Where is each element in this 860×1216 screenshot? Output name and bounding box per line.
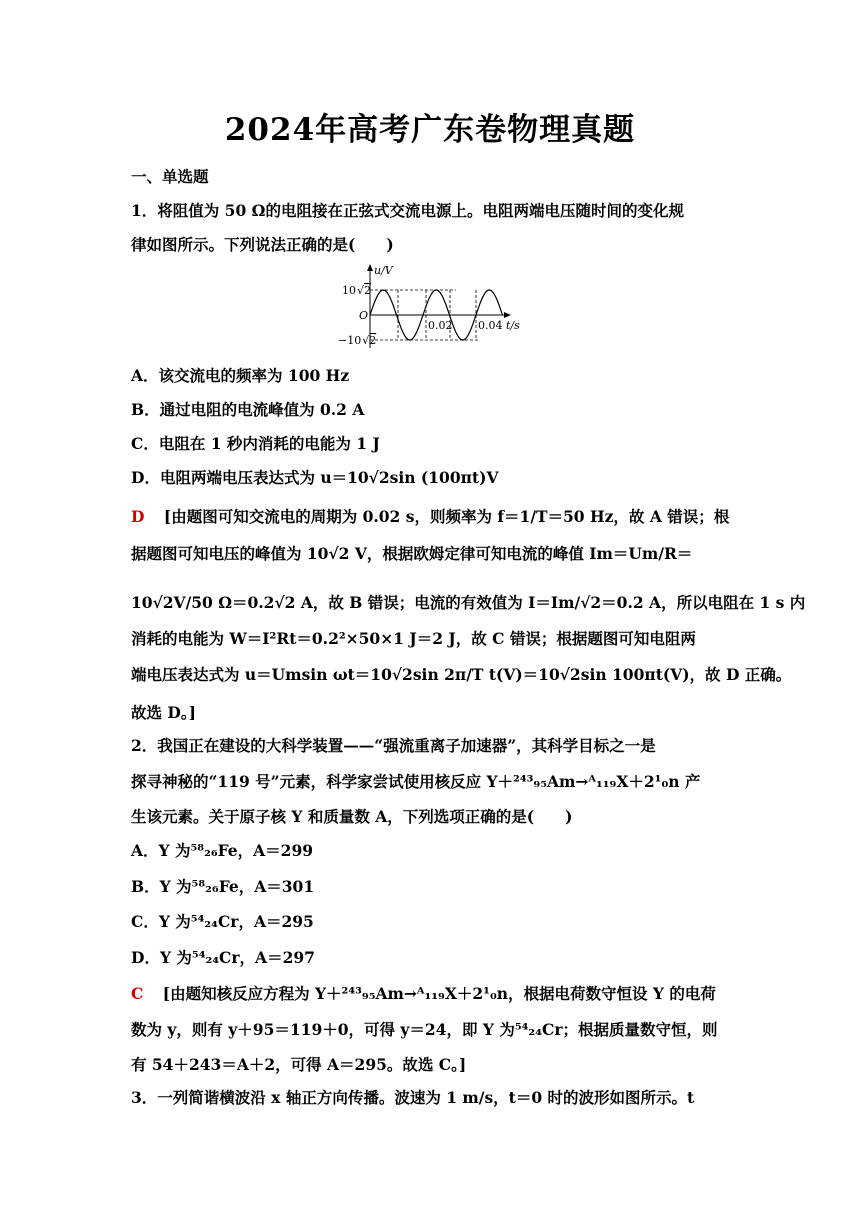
q2-stem-line1: 2．我国正在建设的大科学装置——“强流重离子加速器”，其科学目标之一是 xyxy=(131,736,656,755)
q2-option-a: A．Y 为⁵⁸₂₆Fe，A＝299 xyxy=(131,841,314,860)
q1-answer: D xyxy=(131,507,145,526)
q1-option-a: A．该交流电的频率为 100 Hz xyxy=(131,366,350,385)
section-heading: 一、单选题 xyxy=(131,167,209,186)
q1-solution-line3: 10√2V/50 Ω＝0.2√2 A，故 B 错误；电流的有效值为 I＝Im/√2＝0.2 A，所以电阻在 1 s 内 xyxy=(131,593,806,612)
x-tick-004: 0.04 xyxy=(478,319,503,332)
q3-stem-line1: 3．一列简谐横波沿 x 轴正方向传播。波速为 1 m/s，t＝0 时的波形如图所示。t xyxy=(131,1088,695,1107)
page-title: 2024年高考广东卷物理真题 xyxy=(224,112,636,148)
q2-solution-line1: C [由题知核反应方程为 Y＋²⁴³₉₅Am→ᴬ₁₁₉X＋2¹₀n，根据电荷数守恒设 Y 的电荷 xyxy=(131,984,716,1003)
q1-solution-line6: 故选 D。] xyxy=(131,703,196,722)
q1-solution-line4: 消耗的电能为 W＝I²Rt＝0.2²×50×1 J＝2 J，故 C 错误；根据题图可知电阻两 xyxy=(131,629,696,648)
q1-solution-line1: D [由题图可知交流电的周期为 0.02 s，则频率为 f＝1/T＝50 Hz，故 A 错误；根 xyxy=(131,507,730,526)
q2-solution-line3: 有 54＋243＝A＋2，可得 A＝295。故选 C。] xyxy=(131,1055,467,1074)
q2-option-c: C．Y 为⁵⁴₂₄Cr，A＝295 xyxy=(131,912,314,931)
x-tick-002: 0.02 xyxy=(428,319,453,332)
q2-stem-line3: 生该元素。关于原子核 Y 和质量数 A，下列选项正确的是( ) xyxy=(131,807,573,826)
q2-answer: C xyxy=(131,984,144,1003)
origin-label: O xyxy=(359,309,369,322)
y-axis-label: u/V xyxy=(374,264,393,277)
q1-solution-line5: 端电压表达式为 u＝Umsin ωt＝10√2sin 2π/T t(V)＝10√2sin 100πt(V)，故 D 正确。 xyxy=(131,665,792,684)
q1-stem-line2: 律如图所示。下列说法正确的是( ) xyxy=(131,235,394,254)
q2-solution-line2: 数为 y，则有 y＋95＝119＋0，可得 y＝24，即 Y 为⁵⁴₂₄Cr；根据质量数守恒，则 xyxy=(131,1020,718,1039)
x-axis-label: t/s xyxy=(506,319,520,332)
q2-option-b: B．Y 为⁵⁸₂₆Fe，A＝301 xyxy=(131,877,315,896)
q1-solution-line2: 据题图可知电压的峰值为 10√2 V，根据欧姆定律可知电流的峰值 Im＝Um/R＝ xyxy=(131,544,693,563)
y-pos-label: 10√2 xyxy=(342,284,372,297)
q1-option-d: D．电阻两端电压表达式为 u＝10√2sin (100πt)V xyxy=(131,468,499,487)
y-neg-label: −10√2 xyxy=(338,334,377,347)
x-axis-arrow xyxy=(504,312,511,318)
q1-voltage-graph xyxy=(338,262,528,354)
q1-stem-line1: 1．将阻值为 50 Ω的电阻接在正弦式交流电源上。电阻两端电压随时间的变化规 xyxy=(131,201,684,220)
q1-option-c: C．电阻在 1 秒内消耗的电能为 1 J xyxy=(131,434,380,453)
y-axis-arrow xyxy=(367,264,373,271)
q2-stem-line2: 探寻神秘的“119 号”元素，科学家尝试使用核反应 Y＋²⁴³₉₅Am→ᴬ₁₁₉X＋2¹₀n 产 xyxy=(131,772,701,791)
q2-option-d: D．Y 为⁵⁴₂₄Cr，A＝297 xyxy=(131,948,315,967)
q1-option-b: B．通过电阻的电流峰值为 0.2 A xyxy=(131,400,365,419)
